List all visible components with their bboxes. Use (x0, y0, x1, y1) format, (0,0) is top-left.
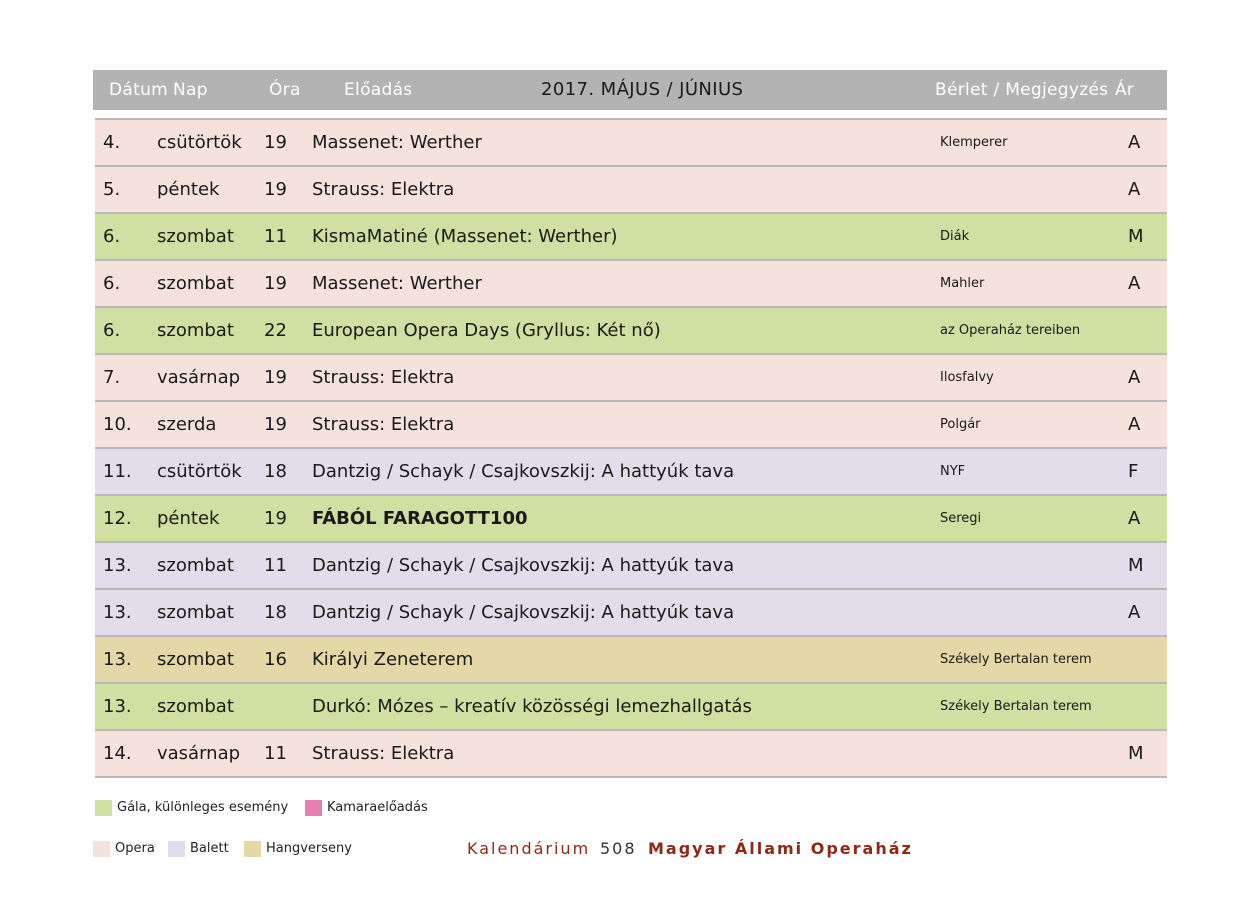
row-title: Durkó: Mózes – kreatív közösségi lemezhallgatás (312, 696, 752, 717)
legend-concert (244, 840, 364, 858)
legend-gala (95, 799, 295, 817)
table-row (95, 682, 1167, 729)
row-time: 19 (264, 273, 287, 294)
row-day: szombat (157, 696, 234, 717)
footer-publisher: Magyar Állami Operaház (648, 839, 913, 858)
page-number: 508 (600, 839, 637, 858)
header-note: Bérlet / Megjegyzés (935, 80, 1109, 100)
row-price: A (1128, 132, 1141, 153)
row-time: 19 (264, 508, 287, 529)
row-title: Dantzig / Schayk / Csajkovszkij: A hattyúk tava (312, 555, 735, 576)
legend-opera-swatch (93, 841, 110, 857)
table-row (95, 494, 1167, 541)
row-note: Mahler (940, 276, 985, 291)
row-note: Székely Bertalan terem (940, 652, 1092, 667)
row-day: péntek (157, 179, 220, 200)
row-price: M (1128, 555, 1144, 576)
row-title: Massenet: Werther (312, 132, 482, 153)
legend-opera-label: Opera (115, 841, 155, 856)
row-time: 18 (264, 461, 287, 482)
legend-ballet (168, 840, 238, 858)
header-day: Nap (173, 80, 208, 100)
header-date: Dátum (109, 80, 169, 100)
row-date: 13. (103, 555, 132, 576)
row-title: Massenet: Werther (312, 273, 482, 294)
row-price: M (1128, 743, 1144, 764)
row-day: szombat (157, 649, 234, 670)
row-day: vasárnap (157, 367, 241, 388)
row-date: 13. (103, 696, 132, 717)
page-title: 2017. MÁJUS / JÚNIUS (541, 79, 744, 100)
legend-opera (93, 840, 163, 858)
row-title: European Opera Days (Gryllus: Két nő) (312, 320, 661, 341)
row-note: Székely Bertalan terem (940, 699, 1092, 714)
row-title: FÁBÓL FARAGOTT100 (312, 508, 528, 529)
row-time: 19 (264, 132, 287, 153)
row-day: szombat (157, 602, 234, 623)
row-title: Strauss: Elektra (312, 179, 455, 200)
table-row (95, 541, 1167, 588)
row-price: A (1128, 602, 1141, 623)
row-date: 12. (103, 508, 132, 529)
row-date: 13. (103, 602, 132, 623)
row-price: A (1128, 414, 1141, 435)
row-title: Dantzig / Schayk / Csajkovszkij: A hattyúk tava (312, 461, 735, 482)
table-row (95, 353, 1167, 400)
row-note: Ilosfalvy (940, 370, 994, 385)
row-time: 11 (264, 555, 287, 576)
row-date: 7. (103, 367, 121, 388)
legend-gala-label: Gála, különleges esemény (117, 800, 289, 815)
row-date: 11. (103, 461, 132, 482)
row-price: F (1128, 461, 1139, 482)
legend-chamber-label: Kamaraelőadás (327, 800, 428, 815)
row-time: 16 (264, 649, 287, 670)
row-date: 4. (103, 132, 121, 153)
legend-chamber (305, 799, 445, 817)
table-row (95, 729, 1167, 778)
row-price: A (1128, 508, 1141, 529)
table-row (95, 588, 1167, 635)
table-row (95, 400, 1167, 447)
header-price: Ár (1115, 80, 1135, 100)
row-date: 6. (103, 273, 121, 294)
legend-chamber-swatch (305, 800, 322, 816)
row-time: 22 (264, 320, 287, 341)
row-date: 13. (103, 649, 132, 670)
row-note: Klemperer (940, 135, 1008, 150)
row-title: KismaMatiné (Massenet: Werther) (312, 226, 618, 247)
row-day: szerda (157, 414, 217, 435)
footer-section-name: Kalendárium (467, 839, 591, 858)
row-time: 19 (264, 367, 287, 388)
legend-concert-swatch (244, 841, 261, 857)
row-date: 14. (103, 743, 132, 764)
row-date: 6. (103, 320, 121, 341)
row-day: péntek (157, 508, 220, 529)
table-row (95, 259, 1167, 306)
table-row (95, 165, 1167, 212)
table-row (95, 306, 1167, 353)
row-day: szombat (157, 226, 234, 247)
row-day: szombat (157, 555, 234, 576)
table-row (95, 635, 1167, 682)
header-time: Óra (269, 80, 301, 100)
row-time: 19 (264, 179, 287, 200)
row-price: A (1128, 179, 1141, 200)
row-day: vasárnap (157, 743, 241, 764)
row-time: 11 (264, 743, 287, 764)
row-day: csütörtök (157, 132, 242, 153)
legend-ballet-swatch (168, 841, 185, 857)
row-note: Diák (940, 229, 970, 244)
table-row (95, 447, 1167, 494)
row-time: 11 (264, 226, 287, 247)
row-time: 19 (264, 414, 287, 435)
row-title: Strauss: Elektra (312, 414, 455, 435)
row-price: M (1128, 226, 1144, 247)
row-date: 10. (103, 414, 132, 435)
table-row (95, 212, 1167, 259)
row-note: Seregi (940, 511, 982, 526)
row-title: Strauss: Elektra (312, 743, 455, 764)
row-day: szombat (157, 273, 234, 294)
row-title: Strauss: Elektra (312, 367, 455, 388)
legend-ballet-label: Balett (190, 841, 229, 856)
table-row (95, 118, 1167, 165)
schedule-table (95, 118, 1167, 778)
row-title: Királyi Zeneterem (312, 649, 474, 670)
legend-concert-label: Hangverseny (266, 841, 352, 856)
row-date: 5. (103, 179, 121, 200)
row-note: az Operaház tereiben (940, 323, 1081, 338)
header-performance: Előadás (344, 80, 413, 100)
row-time: 18 (264, 602, 287, 623)
row-note: Polgár (940, 417, 981, 432)
table-header (93, 70, 1167, 110)
row-day: csütörtök (157, 461, 242, 482)
row-price: A (1128, 367, 1141, 388)
row-note: NYF (940, 464, 966, 479)
row-day: szombat (157, 320, 234, 341)
row-price: A (1128, 273, 1141, 294)
legend-gala-swatch (95, 800, 112, 816)
row-date: 6. (103, 226, 121, 247)
row-title: Dantzig / Schayk / Csajkovszkij: A hattyúk tava (312, 602, 735, 623)
